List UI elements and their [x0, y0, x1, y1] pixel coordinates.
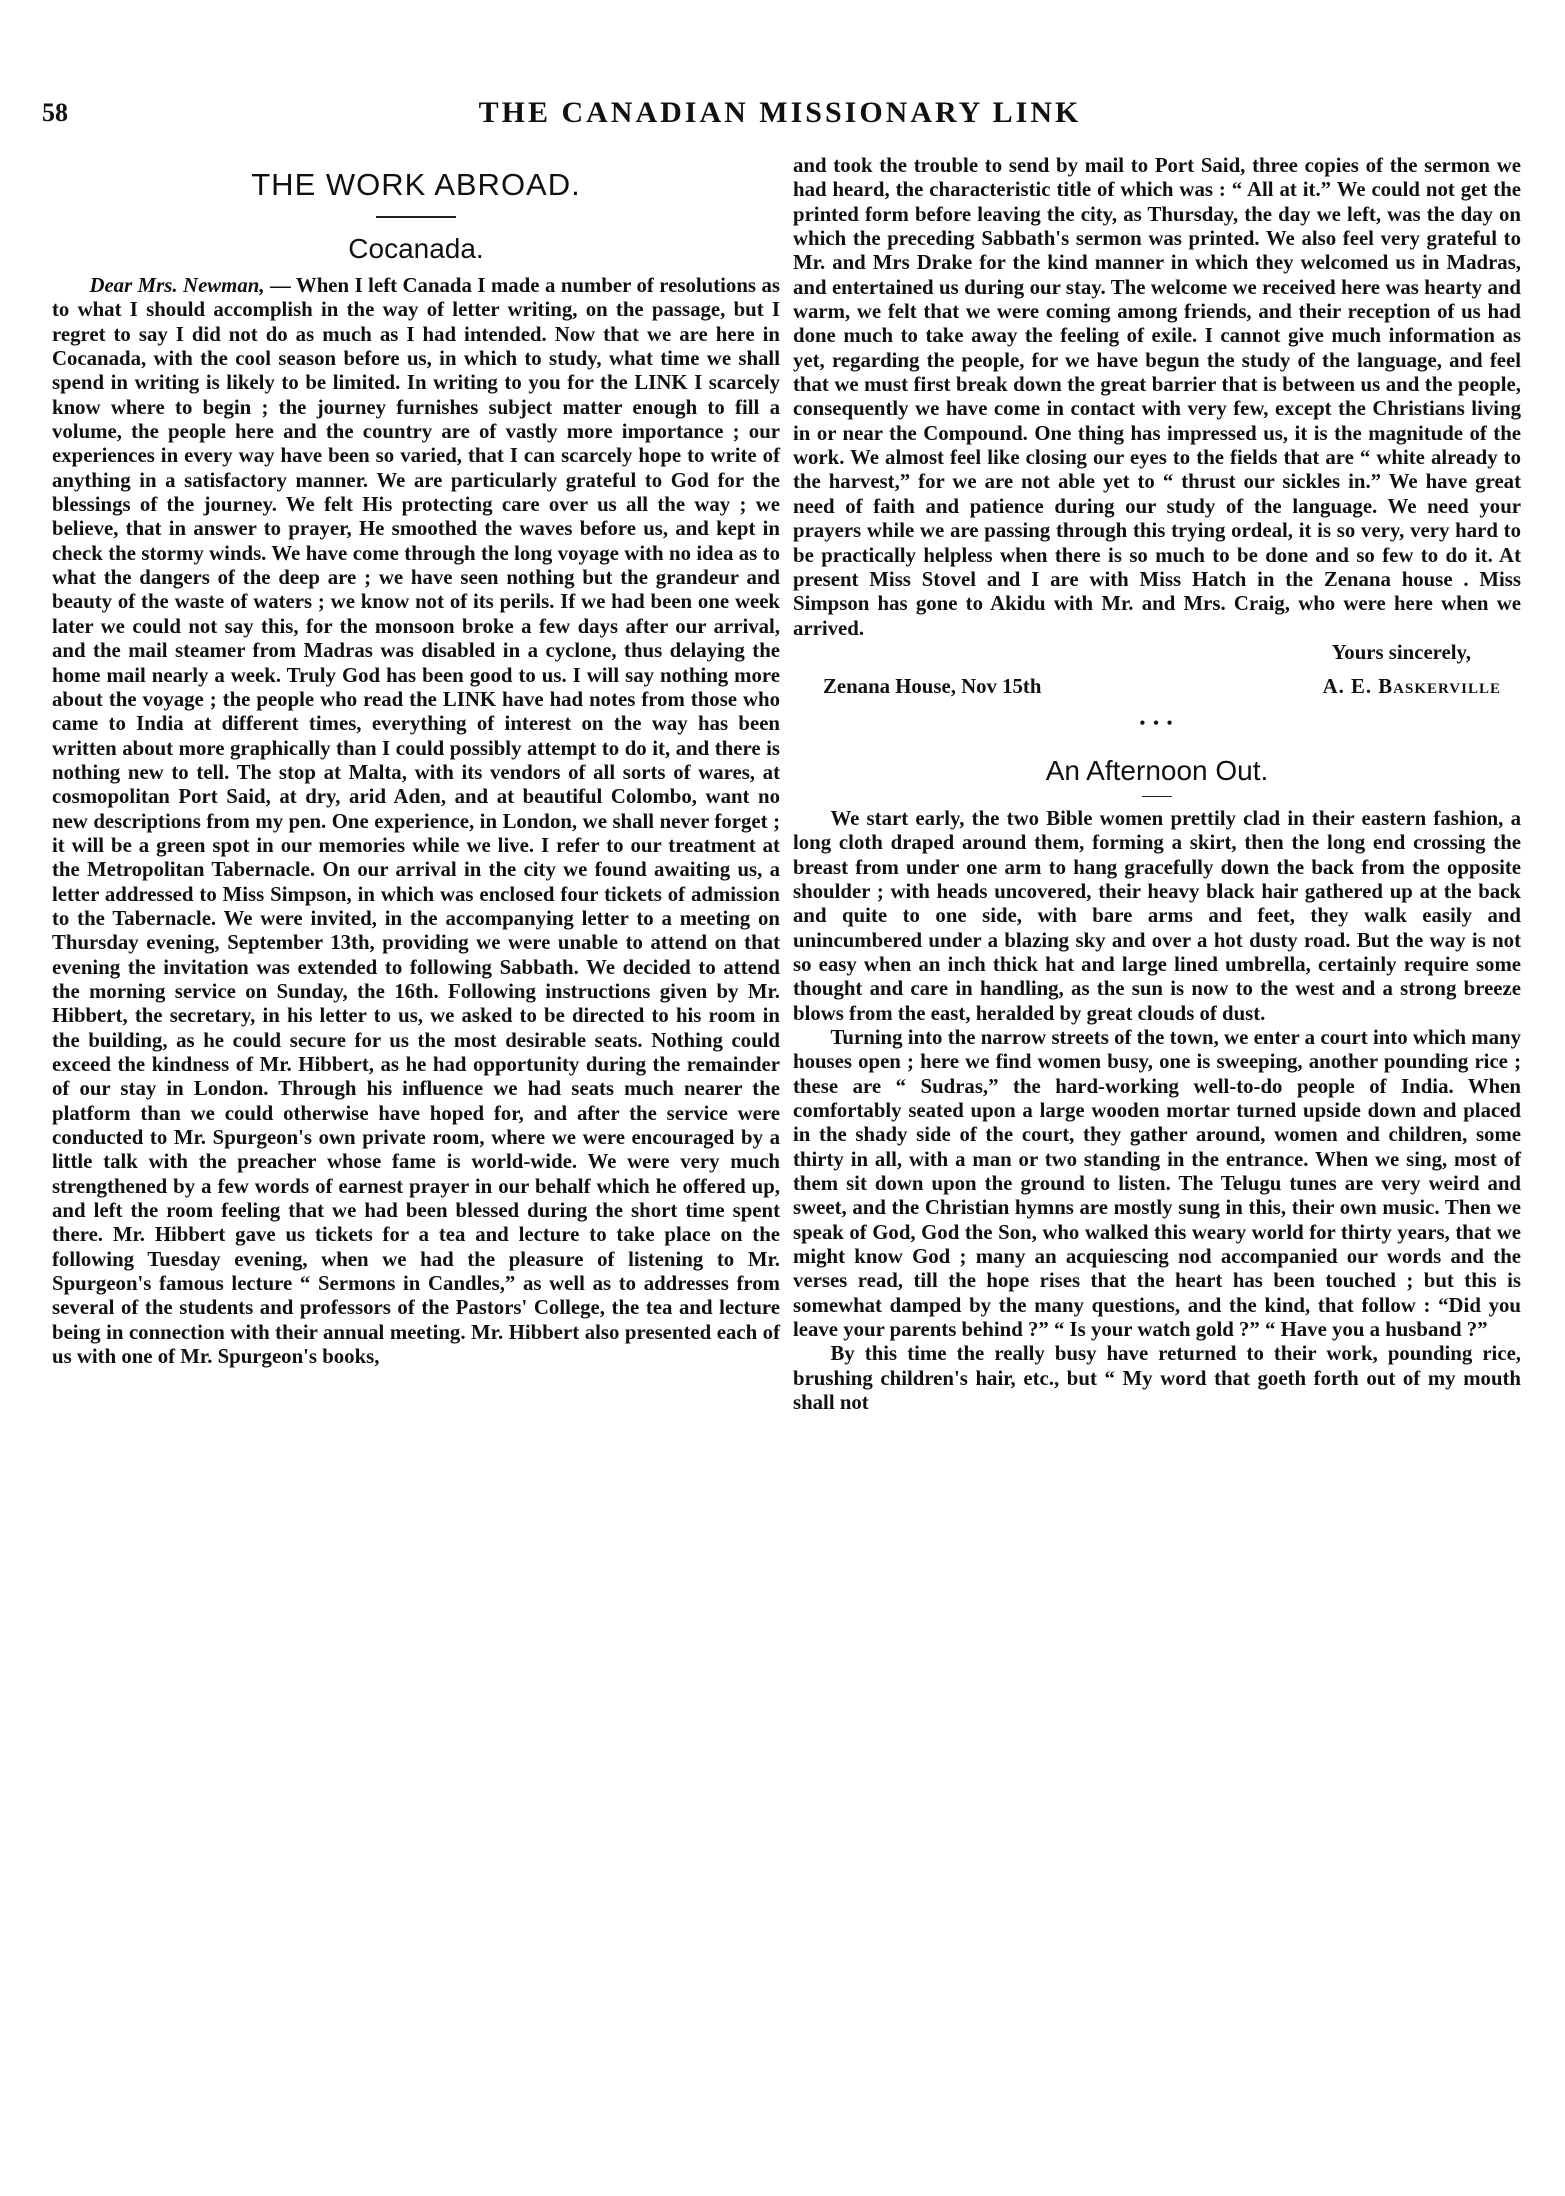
page-number: 58	[42, 98, 68, 127]
right-column	[793, 154, 1521, 1416]
section-title: THE WORK ABROAD.	[251, 167, 581, 202]
letter-paragraph	[52, 274, 780, 1369]
left-column	[52, 160, 780, 1369]
page-header	[40, 96, 1520, 136]
letter-closing: Yours sincerely,	[1331, 640, 1471, 664]
article-separator: • • •	[1139, 714, 1175, 732]
signature-line	[823, 675, 1501, 699]
signature: A. E. Baskerville	[1322, 675, 1501, 699]
title-rule	[376, 216, 456, 218]
article-title-afternoon-out: An Afternoon Out.	[1045, 754, 1269, 786]
letter-continuation: and took the trouble to send by mail to Port Said, three copies of the sermon we had heard, the characteristic title of which was : “ All at it.” We could not get the printed form before leaving the city, as Thursday, the day we left, was the day on which the preceding Sabbath's sermon was printed. We also feel very grateful to Mr. and Mrs Drake for the kind manner in which they welcomed us in Madras, and entertained us during our stay. The welcome we received here was hearty and warm, we felt that we were coming among friends, and their reception of us had done much to take away the feeling of exile. I cannot give much information as yet, regarding the people, for we have begun the study of the language, and feel that we must first break down the great barrier that is between us and the people, consequently we have come in contact with very few, except the Christians living in or near the Compound. One thing has impressed us, it is the magnitude of the work. We almost feel like closing our eyes to the fields that are “ white already to the harvest,” for we are not able yet to “ thrust our sickles in.” We have great need of faith and patience during our study of the language. We need your prayers while we are passing through this trying ordeal, it is so very, very hard to be practically helpless when there is so much to be done and so few to do it. At present Miss Stovel and I are with Miss Hatch in the Zenana house . Miss Simpson has gone to Akidu with Mr. and Mrs. Craig, who were here when we arrived.	[793, 154, 1521, 640]
running-head: THE CANADIAN MISSIONARY LINK	[478, 96, 1082, 129]
salutation: Dear Mrs. Newman,	[89, 274, 265, 297]
article-paragraph: We start early, the two Bible women prettily clad in their eastern fashion, a long cloth draped around them, forming a skirt, then the long end crossing the breast from under one arm to hang gracefully down the back from the opposite shoulder ; with heads uncovered, their heavy black hair gathered up at the back and quite to one side, with bare arms and feet, they walk easily and unincumbered under a blazing sky and over a hot dusty road. But the way is not so easy when an inch thick hat and large lined umbrella, certainly require some thought and care in handling, as the sun is now to the west and a strong breeze blows from the east, heralded by great clouds of dust.	[793, 806, 1521, 1025]
article-rule	[1142, 796, 1172, 797]
article-paragraph: By this time the really busy have returned to their work, pounding rice, brushing children's hair, etc., but “ My word that goeth forth out of my mouth shall not	[793, 1342, 1521, 1415]
letter-body-text: — When I left Canada I made a number of resolutions as to what I should accomplish in the way of letter writing, on the passage, but I regret to say I did not do as much as I had intended. Now that we are here in Cocanada, with the cool season before us, in which to study, what time we shall spend in writing is likely to be limited. In writing to you for the LINK I scarcely know where to begin ; the journey furnishes subject matter enough to fill a volume, the people here and the country are of vastly more importance ; our experiences in every way have been so varied, that I can scarcely hope to write of anything in a satisfactory manner. We are particularly grateful to God for the blessings of the journey. We felt His protecting care over us all the way ; we believe, that in answer to prayer, He smoothed the waves before us, and kept in check the stormy winds. We have come through the long voyage with no idea as to what the dangers of the deep are ; we have seen nothing but the grandeur and beauty of the waste of waters ; we know not of its perils. If we had been one week later we could not say this, for the monsoon broke a few days after our arrival, and the mail steamer from Madras was disabled in a cyclone, thus delaying the home mail nearly a week. Truly God has been good to us. I will say nothing more about the voyage ; the people who read the LINK have had notes from those who came to India at different times, everything of interest on the way has been written about more graphically than I could possibly attempt to do it, and there is nothing new to tell. The stop at Malta, with its vendors of all sorts of wares, at cosmopolitan Port Said, at dry, arid Aden, and at beautiful Colombo, want no new descriptions from my pen. One experience, in London, we shall never forget ; it will be a green spot in our memories while we live. I refer to our treatment at the Metropolitan Tabernacle. On our arrival in the city we found awaiting us, a letter addressed to Miss Simpson, in which was enclosed four tickets of admission to the Tabernacle. We were invited, in the accompanying letter to a meeting on Thursday evening, September 13th, providing we were unable to attend on that evening the invitation was extended to following Sabbath. We decided to attend the morning service on Sunday, the 16th. Following instructions given by Mr. Hibbert, the secretary, in his letter to us, we asked to be directed to his room in the building, as he could secure for us the most desirable seats. Nothing could exceed the kindness of Mr. Hibbert, as he had opportunity during the remainder of our stay in London. Through his influence we had seats much nearer the platform than we could otherwise have hoped for, and after the service were conducted to Mr. Spurgeon's own private room, where we were encouraged by a little talk with the preacher whose fame is world-wide. We were very much strengthened by a few words of earnest prayer in our behalf which he offered up, and left the room feeling that we had been blessed during the short time spent there. Mr. Hibbert gave us tickets for a tea and lecture to take place on the following Tuesday evening, when we had the pleasure of listening to Mr. Spurgeon's famous lecture “ Sermons in Candles,” as well as to addresses from several of the students and professors of the Pastors' College, the tea and lecture being in connection with their annual meeting. Mr. Hibbert also presented each of us with one of Mr. Spurgeon's books,	[52, 274, 780, 1369]
article-paragraph: Turning into the narrow streets of the town, we enter a court into which many houses open ; here we find women busy, one is sweeping, another pounding rice ; these are “ Sudras,” the hard-working well-to-do people of India. When comfortably seated upon a large wooden mortar turned upside down and placed in the shady side of the court, they gather around, women and children, some thirty in all, with a man or two standing in the entrance. When we sing, most of them sit down upon the ground to listen. The Telugu tunes are very weird and sweet, and the Christian hymns are mostly sung in this, their own music. Then we speak of God, God the Son, who walked this weary world for thirty years, that we might know God ; many an acquiescing nod accompanied our words and the verses read, till the hope rises that the heart has been touched ; but this is somewhat damped by the many questions, and the kind, that follow : “Did you leave your parents behind ?” “ Is your watch gold ?” “ Have you a husband ?”	[793, 1026, 1521, 1342]
place-date: Zenana House, Nov 15th	[823, 675, 1042, 699]
article-title-cocanada: Cocanada.	[348, 233, 484, 264]
